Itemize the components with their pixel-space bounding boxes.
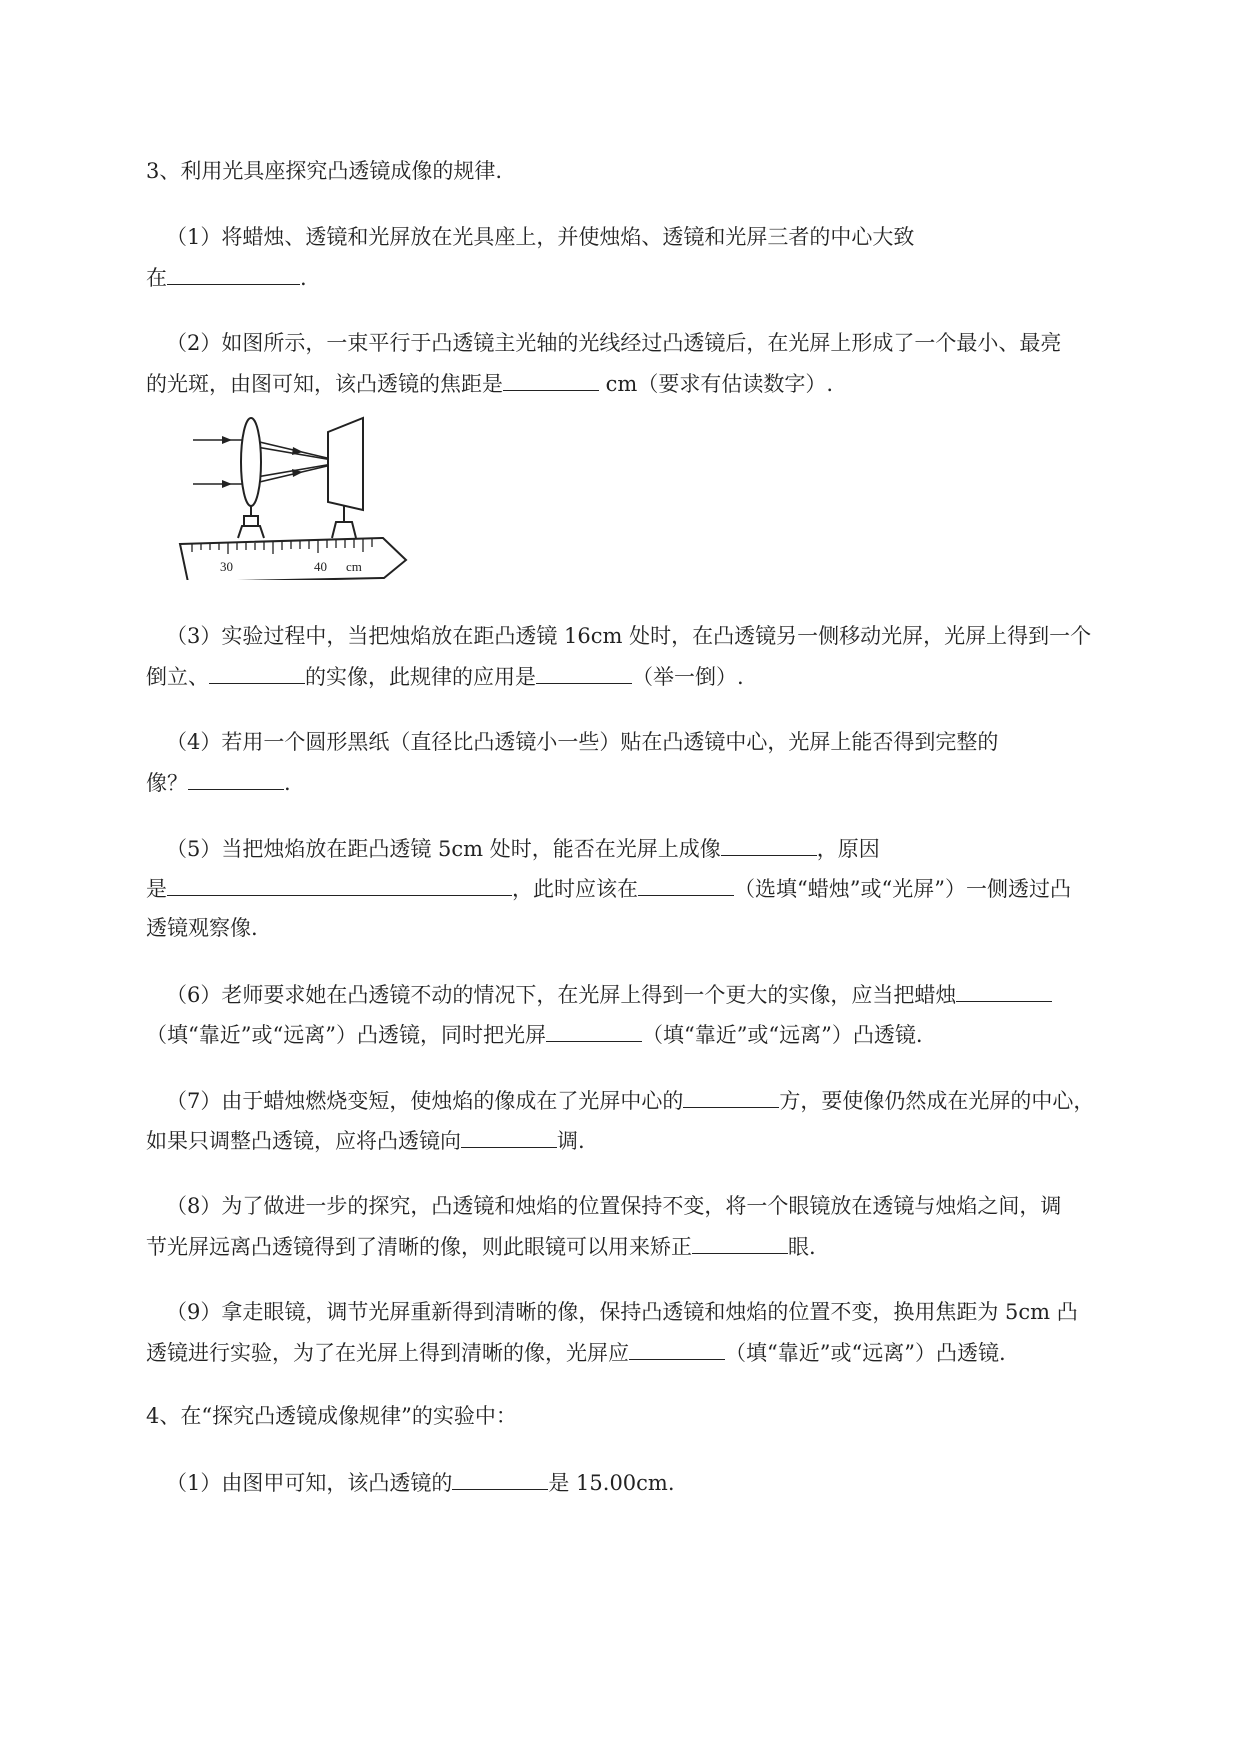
question-4-title: 4、在“探究凸透镜成像规律”的实验中： [146, 1404, 517, 1428]
answer-blank[interactable] [188, 770, 284, 790]
q3-item1-line1: （1）将蜡烛、透镜和光屏放在光具座上，并使烛焰、透镜和光屏三者的中心大致 [166, 225, 915, 249]
q3-item8-line2: 节光屏远离凸透镜得到了清晰的像，则此眼镜可以用来矫正 眼. [146, 1235, 816, 1259]
q3-item9-line2: 透镜进行实验，为了在光屏上得到清晰的像，光屏应 （填“靠近”或“远离”）凸透镜. [146, 1341, 1006, 1365]
light-rays [193, 440, 344, 484]
q3-item4-line2: 像？ . [146, 771, 291, 795]
ruler-label-30: 30 [220, 559, 233, 574]
q3-item2-line2: 的光斑，由图可知，该凸透镜的焦距是 cm（要求有估读数字）. [146, 372, 834, 396]
q3-item1-line2: 在 . [146, 266, 307, 290]
answer-blank[interactable] [721, 836, 817, 856]
answer-blank[interactable] [638, 876, 734, 896]
answer-blank[interactable] [629, 1340, 725, 1360]
answer-blank[interactable] [209, 664, 305, 684]
q4-item1: （1）由图甲可知，该凸透镜的 是 15.00cm. [166, 1471, 675, 1495]
answer-blank[interactable] [683, 1088, 779, 1108]
q3-item5-line3: 透镜观察像. [146, 916, 258, 940]
q3-item3-line1: （3）实验过程中，当把烛焰放在距凸透镜 16cm 处时，在凸透镜另一侧移动光屏，光屏上得到一个 [166, 624, 1092, 648]
answer-blank[interactable] [503, 371, 599, 391]
answer-blank[interactable] [546, 1022, 642, 1042]
q3-item7-line1: （7）由于蜡烛燃烧变短，使烛焰的像成在了光屏中心的 方，要使像仍然成在光屏的中心， [166, 1089, 1095, 1113]
ruler-unit: cm [346, 559, 362, 574]
ruler-label-40: 40 [314, 559, 327, 574]
answer-blank[interactable] [956, 982, 1052, 1002]
answer-blank[interactable] [452, 1470, 548, 1490]
question-3-title: 3、利用光具座探究凸透镜成像的规律. [146, 159, 503, 183]
lens-holder [238, 506, 264, 538]
screen-holder [332, 506, 356, 538]
convex-lens [241, 418, 261, 506]
q3-item7-line2: 如果只调整凸透镜，应将凸透镜向 调. [146, 1129, 585, 1153]
answer-blank[interactable] [692, 1234, 788, 1254]
q3-item5-line2: 是 ，此时应该在 （选填“蜡烛”或“光屏”）一侧透过凸 [146, 877, 1071, 901]
answer-blank[interactable] [167, 265, 300, 285]
arrow-icon [222, 436, 303, 488]
answer-blank[interactable] [536, 664, 632, 684]
q3-item8-line1: （8）为了做进一步的探究，凸透镜和烛焰的位置保持不变，将一个眼镜放在透镜与烛焰之间，调 [166, 1194, 1062, 1218]
q3-item6-line1: （6）老师要求她在凸透镜不动的情况下，在光屏上得到一个更大的实像，应当把蜡烛 [166, 982, 1052, 1007]
q3-item6-line2: （填“靠近”或“远离”）凸透镜，同时把光屏 （填“靠近”或“远离”）凸透镜. [146, 1023, 923, 1047]
answer-blank[interactable] [461, 1128, 557, 1148]
q3-item2-line1: （2）如图所示，一束平行于凸透镜主光轴的光线经过凸透镜后，在光屏上形成了一个最小、最亮 [166, 331, 1062, 355]
q3-item5-line1: （5）当把烛焰放在距凸透镜 5cm 处时，能否在光屏上成像 ，原因 [166, 837, 880, 861]
q3-item4-line1: （4）若用一个圆形黑纸（直径比凸透镜小一些）贴在凸透镜中心，光屏上能否得到完整的 [166, 730, 999, 754]
light-screen [328, 418, 363, 510]
answer-blank[interactable] [167, 876, 512, 896]
q3-item9-line1: （9）拿走眼镜，调节光屏重新得到清晰的像，保持凸透镜和烛焰的位置不变，换用焦距为 5cm 凸 [166, 1300, 1078, 1324]
q3-item3-line2: 倒立、 的实像，此规律的应用是 （举一倒）. [146, 665, 744, 689]
optical-bench-figure [178, 410, 418, 580]
